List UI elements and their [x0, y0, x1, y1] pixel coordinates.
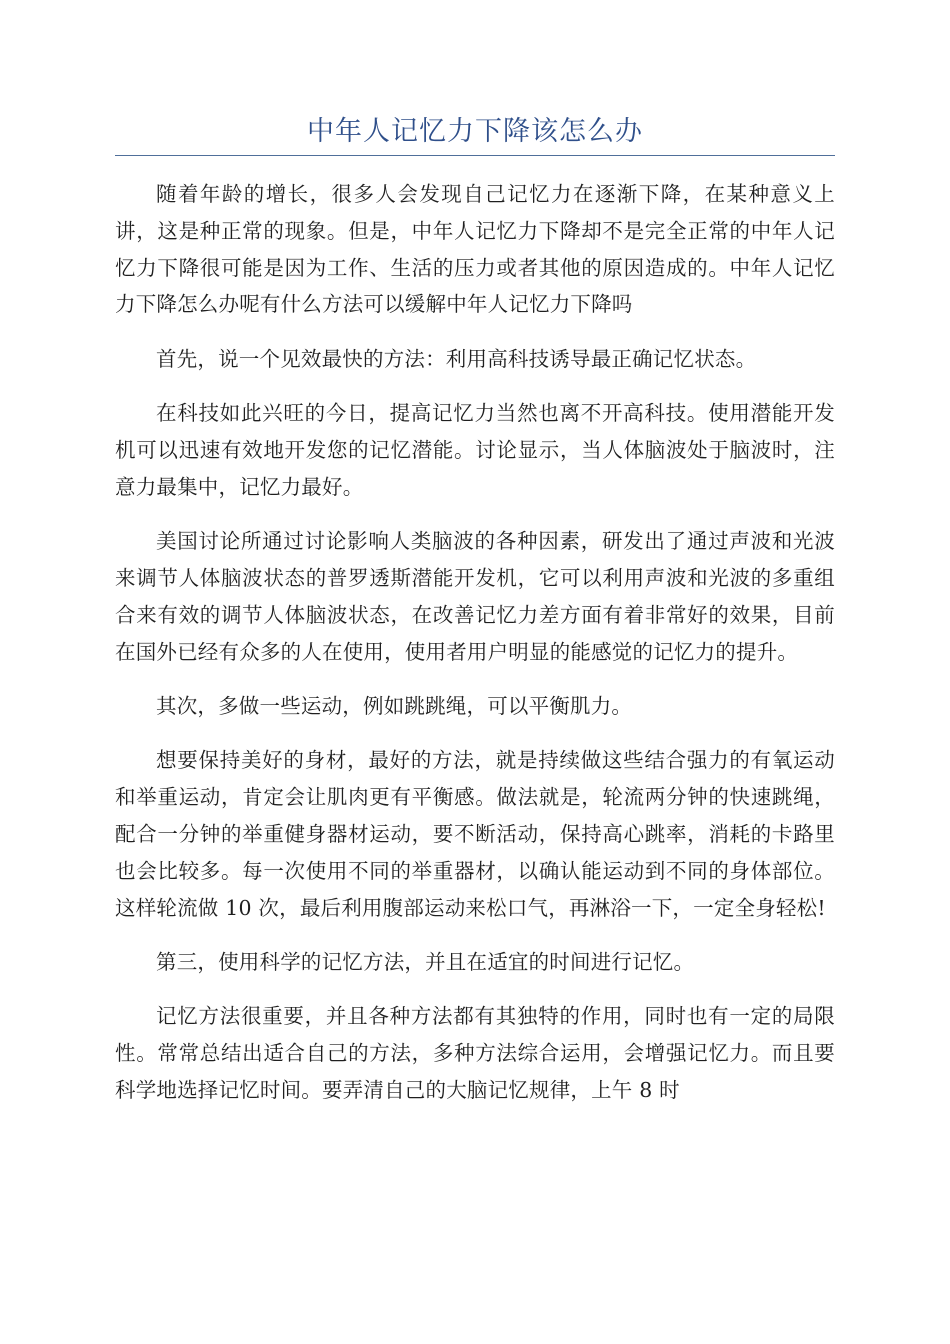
- document-body: [115, 176, 835, 1126]
- paragraph-8: 记忆方法很重要，并且各种方法都有其独特的作用，同时也有一定的局限性。常常总结出适合自己的方法，多种方法综合运用，会增强记忆力。而且要科学地选择记忆时间。要弄清自己的大脑记忆规律，上午 8 时: [115, 1004, 835, 1102]
- paragraph-4: 美国讨论所通过讨论影响人类脑波的各种因素，研发出了通过声波和光波来调节人体脑波状态的普罗透斯潜能开发机，它可以利用声波和光波的多重组合来有效的调节人体脑波状态，在改善记忆力差方面有着非常好的效果，目前在国外已经有众多的人在使用，使用者用户明显的能感觉的记忆力的提升。: [115, 529, 835, 664]
- paragraph-6: 想要保持美好的身材，最好的方法，就是持续做这些结合强力的有氧运动和举重运动，肯定会让肌肉更有平衡感。做法就是，轮流两分钟的快速跳绳，配合一分钟的举重健身器材运动，要不断活动，保持高心跳率，消耗的卡路里也会比较多。每一次使用不同的举重器材，以确认能运动到不同的身体部位。这样轮流做 10 次，最后利用腹部运动来松口气，再淋浴一下，一定全身轻松!: [115, 748, 835, 920]
- title-block: [115, 112, 835, 156]
- paragraph-5: 其次，多做一些运动，例如跳跳绳，可以平衡肌力。: [156, 693, 633, 718]
- paragraph-3: 在科技如此兴旺的今日，提高记忆力当然也离不开高科技。使用潜能开发机可以迅速有效地开发您的记忆潜能。讨论显示，当人体脑波处于脑波时，注意力最集中，记忆力最好。: [115, 401, 835, 499]
- paragraph-1: 随着年龄的增长，很多人会发现自己记忆力在逐渐下降，在某种意义上讲，这是种正常的现象。但是，中年人记忆力下降却不是完全正常的中年人记忆力下降很可能是因为工作、生活的压力或者其他的原因造成的。中年人记忆力下降怎么办呢有什么方法可以缓解中年人记忆力下降吗: [115, 182, 835, 317]
- document-title: 中年人记忆力下降该怎么办: [307, 116, 643, 147]
- paragraph-2: 首先，说一个见效最快的方法：利用高科技诱导最正确记忆状态。: [156, 346, 757, 371]
- paragraph-7: 第三，使用科学的记忆方法，并且在适宜的时间进行记忆。: [156, 949, 695, 974]
